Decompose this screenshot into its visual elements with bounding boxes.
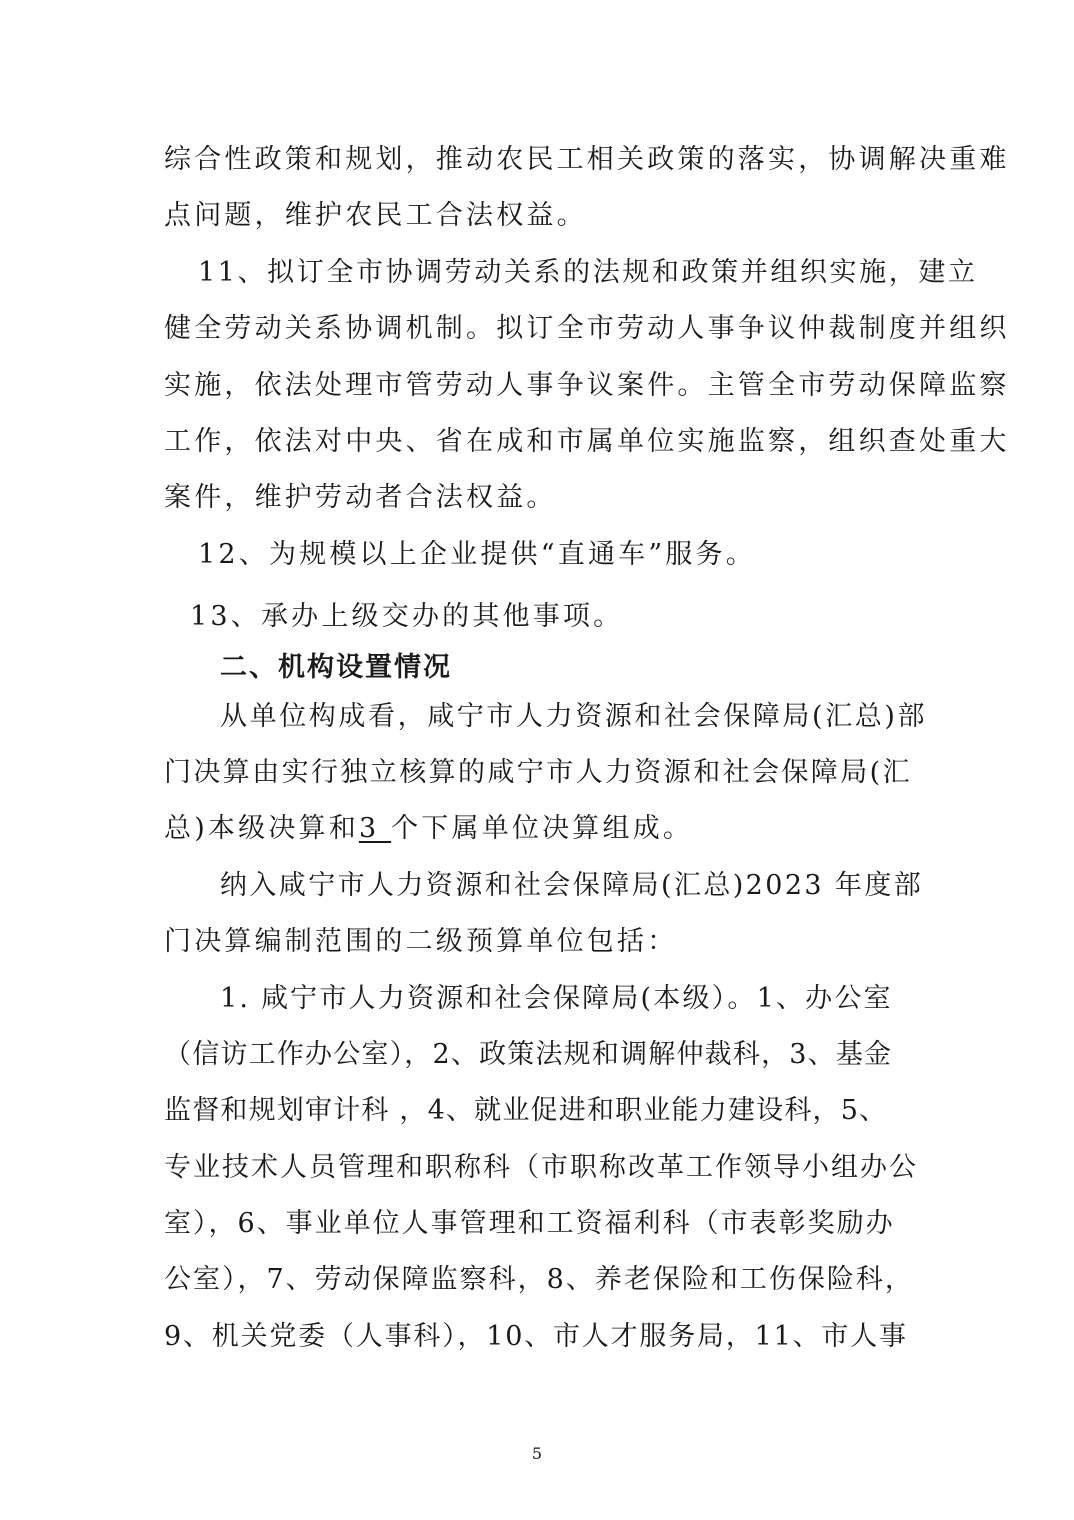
text-line: 纳入咸宁市人力资源和社会保障局(汇总)2023 年度部	[220, 870, 924, 901]
text-line: 13、承办上级交办的其他事项。	[190, 601, 624, 632]
text-line: 点问题，维护农民工合法权益。	[164, 200, 587, 231]
text-line: 11、拟订全市协调劳动关系的法规和政策并组织实施，建立	[198, 257, 978, 288]
text-line: （信访工作办公室），2、政策法规和调解仲裁科，3、基金	[164, 1039, 893, 1070]
page-number: 5	[531, 1444, 543, 1463]
text-line: 案件，维护劳动者合法权益。	[164, 482, 557, 513]
text-segment: 总)本级决算和	[164, 813, 359, 844]
text-line: 监督和规划审计科 ，4、就业促进和职业能力建设科，5、	[164, 1095, 888, 1126]
text-line: 实施，依法处理市管劳动人事争议案件。主管全市劳动保障监察	[164, 370, 1010, 401]
text-line: 12、为规模以上企业提供“直通车”服务。	[198, 539, 756, 570]
text-line: 1. 咸宁市人力资源和社会保障局(本级）。1、办公室	[220, 983, 893, 1014]
text-line: 室），6、事业单位人事管理和工资福利科（市表彰奖励办	[164, 1208, 895, 1239]
section-heading: 二、机构设置情况	[220, 652, 452, 683]
text-line: 工作，依法对中央、省在成和市属单位实施监察，组织查处重大	[164, 426, 1010, 457]
text-line: 从单位构成看，咸宁市人力资源和社会保障局(汇总)部	[220, 701, 928, 732]
unit-count: 3	[358, 813, 392, 844]
text-line	[164, 809, 924, 849]
text-line: 9、机关党委（人事科），10、市人才服务局，11、市人事	[164, 1321, 908, 1352]
text-line: 专业技术人员管理和职称科（市职称改革工作领导小组办公	[164, 1152, 918, 1183]
text-line: 综合性政策和规划，推动农民工相关政策的落实，协调解决重难	[164, 144, 1010, 175]
text-line: 门决算编制范围的二级预算单位包括：	[164, 926, 678, 957]
text-line: 门决算由实行独立核算的咸宁市人力资源和社会保障局(汇	[164, 757, 912, 788]
text-segment: 个下属单位决算组成。	[391, 813, 694, 844]
text-line: 公室），7、劳动保障监察科，8、养老保险和工伤保险科，	[164, 1264, 914, 1295]
text-line: 健全劳动关系协调机制。拟订全市劳动人事争议仲裁制度并组织	[164, 313, 1010, 344]
